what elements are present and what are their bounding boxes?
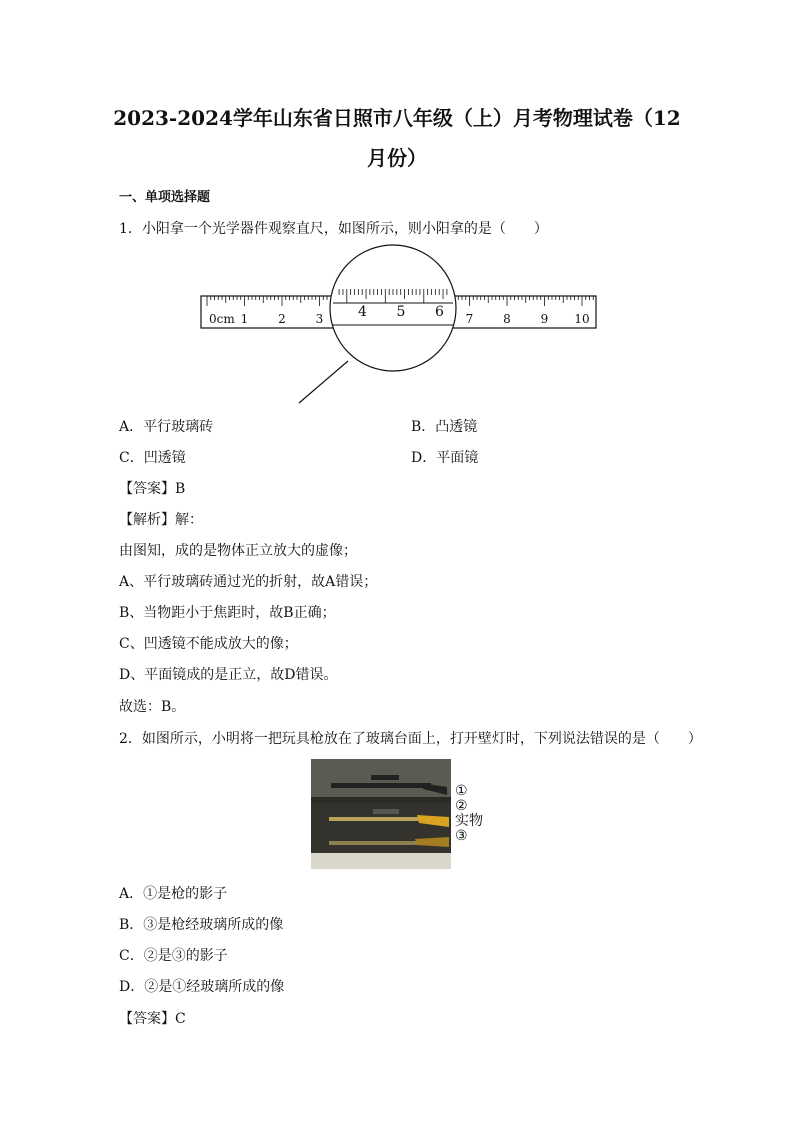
ruler-magnifier-figure [195,243,605,408]
magnified-label: 6 [435,304,444,320]
q2-option-b[interactable]: B．③是枪经玻璃所成的像 [119,917,284,933]
q1-analysis-line: 【解析】解： [119,512,203,528]
ruler-label: 2 [278,312,286,326]
q1-option-a[interactable]: A．平行玻璃砖 [119,419,214,435]
figure-label-2: ② [455,798,468,814]
figure-label-3: ③ [455,828,468,844]
ruler-label: 7 [465,312,474,326]
q1-answer: 【答案】B [119,481,186,497]
q2-option-c[interactable]: C．②是③的影子 [119,948,228,964]
ruler-label: 3 [315,312,324,326]
q2-option-a[interactable]: A．①是枪的影子 [119,886,228,902]
figure-label-1: ① [455,783,468,799]
q1-analysis-line: D、平面镜成的是正立，故D错误。 [119,667,338,683]
q1-option-b[interactable]: B．凸透镜 [411,419,478,435]
q2-option-d[interactable]: D．②是①经玻璃所成的像 [119,979,285,995]
ruler-label: 10 [574,312,590,326]
ruler-label: 9 [540,312,549,326]
q1-option-c[interactable]: C．凹透镜 [119,450,186,466]
toy-gun-photo [311,759,451,869]
question-1-stem: 1．小阳拿一个光学器件观察直尺，如图所示，则小阳拿的是（ ） [119,221,548,237]
magnified-label: 4 [358,304,367,320]
q1-analysis-line: C、凹透镜不能成放大的像； [119,636,298,652]
q2-answer: 【答案】C [119,1011,186,1027]
ruler-label: 0cm [209,312,235,326]
magnifier-handle [299,361,348,403]
ruler-label: 1 [240,312,249,326]
q1-analysis-line: 故选：B。 [119,699,186,715]
q1-analysis-line: 由图知，成的是物体正立放大的虚像； [119,543,357,559]
exam-title-line1: 2023-2024学年山东省日照市八年级（上）月考物理试卷（12 [113,106,681,130]
q1-option-d[interactable]: D．平面镜 [411,450,479,466]
exam-title-line2: 月份） [367,146,427,170]
question-2-stem: 2．如图所示，小明将一把玩具枪放在了玻璃台面上，打开壁灯时，下列说法错误的是（ ） [119,731,702,747]
ruler-label: 8 [503,312,511,326]
magnified-label: 5 [396,304,406,320]
section-heading: 一、单项选择题 [119,190,211,205]
q1-analysis-line: B、当物距小于焦距时，故B正确； [119,605,336,621]
q1-analysis-line: A、平行玻璃砖通过光的折射，故A错误； [119,574,378,590]
figure-label-real: 实物 [455,813,483,829]
